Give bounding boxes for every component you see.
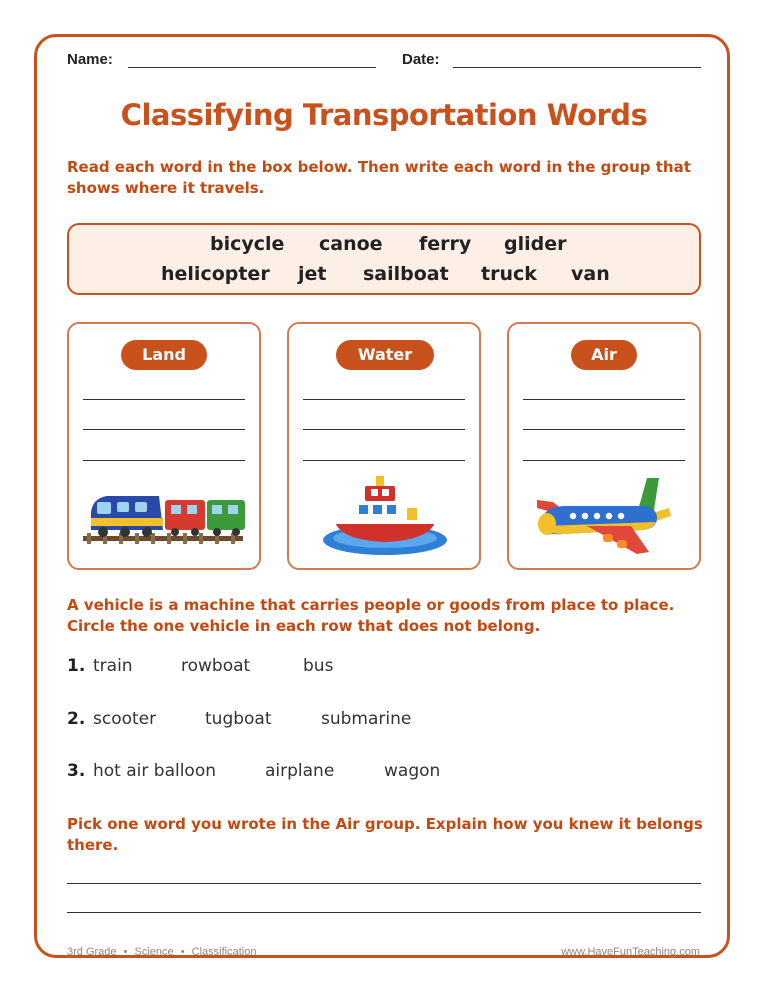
word-bank [67, 223, 701, 295]
train-icon [81, 484, 249, 548]
group-air [507, 322, 701, 570]
instruction-sort: Read each word in the box below. Then write each word in the group that shows where it travels. [67, 158, 691, 197]
row-number: 1. [67, 656, 86, 676]
group-land [67, 322, 261, 570]
page-title: Classifying Transportation Words [120, 98, 648, 132]
answer-line[interactable] [83, 399, 245, 400]
word-jet: jet [298, 263, 327, 285]
word-ferry: ferry [419, 233, 472, 255]
answer-line[interactable] [83, 429, 245, 430]
footer-subject: Science [134, 946, 174, 958]
word-helicopter: helicopter [161, 263, 270, 285]
group-label-air: Air [571, 340, 637, 370]
name-field[interactable] [128, 67, 376, 68]
word-canoe: canoe [319, 233, 383, 255]
answer-line[interactable] [303, 429, 465, 430]
row-number: 2. [67, 709, 86, 729]
option-bus[interactable]: bus [303, 656, 334, 676]
option-wagon[interactable]: wagon [384, 761, 441, 781]
instruction-explain: Pick one word you wrote in the Air group. Explain how you knew it belongs there. [67, 815, 703, 854]
instruction-circle: A vehicle is a machine that carries people or goods from place to place. Circle the one vehicle in each row that does not belong. [67, 596, 675, 635]
tugboat-icon [319, 474, 451, 558]
writing-line[interactable] [67, 912, 701, 913]
option-scooter[interactable]: scooter [93, 709, 157, 729]
answer-line[interactable] [523, 399, 685, 400]
word-bicycle: bicycle [210, 233, 285, 255]
date-label: Date: [402, 51, 440, 68]
option-rowboat[interactable]: rowboat [181, 656, 251, 676]
word-truck: truck [481, 263, 537, 285]
answer-line[interactable] [523, 460, 685, 461]
bullet-separator: • [123, 946, 128, 958]
footer-topic: Classification [191, 946, 257, 958]
footer-website[interactable]: www.HaveFunTeaching.com [561, 946, 700, 958]
date-field[interactable] [453, 67, 701, 68]
name-label: Name: [67, 51, 113, 68]
answer-line[interactable] [83, 460, 245, 461]
group-label-land: Land [121, 340, 207, 370]
footer-grade: 3rd Grade [67, 946, 117, 958]
option-submarine[interactable]: submarine [321, 709, 412, 729]
bullet-separator: • [180, 946, 185, 958]
word-van: van [571, 263, 610, 285]
group-water [287, 322, 481, 570]
option-tugboat[interactable]: tugboat [205, 709, 272, 729]
answer-line[interactable] [303, 460, 465, 461]
answer-line[interactable] [303, 399, 465, 400]
writing-line[interactable] [67, 883, 701, 884]
answer-line[interactable] [523, 429, 685, 430]
footer-category [67, 946, 256, 958]
group-label-water: Water [336, 340, 434, 370]
option-airplane[interactable]: airplane [265, 761, 335, 781]
airplane-icon [533, 474, 675, 562]
word-sailboat: sailboat [363, 263, 449, 285]
word-glider: glider [504, 233, 567, 255]
option-train[interactable]: train [93, 656, 133, 676]
row-number: 3. [67, 761, 86, 781]
option-hot-air-balloon[interactable]: hot air balloon [93, 761, 217, 781]
